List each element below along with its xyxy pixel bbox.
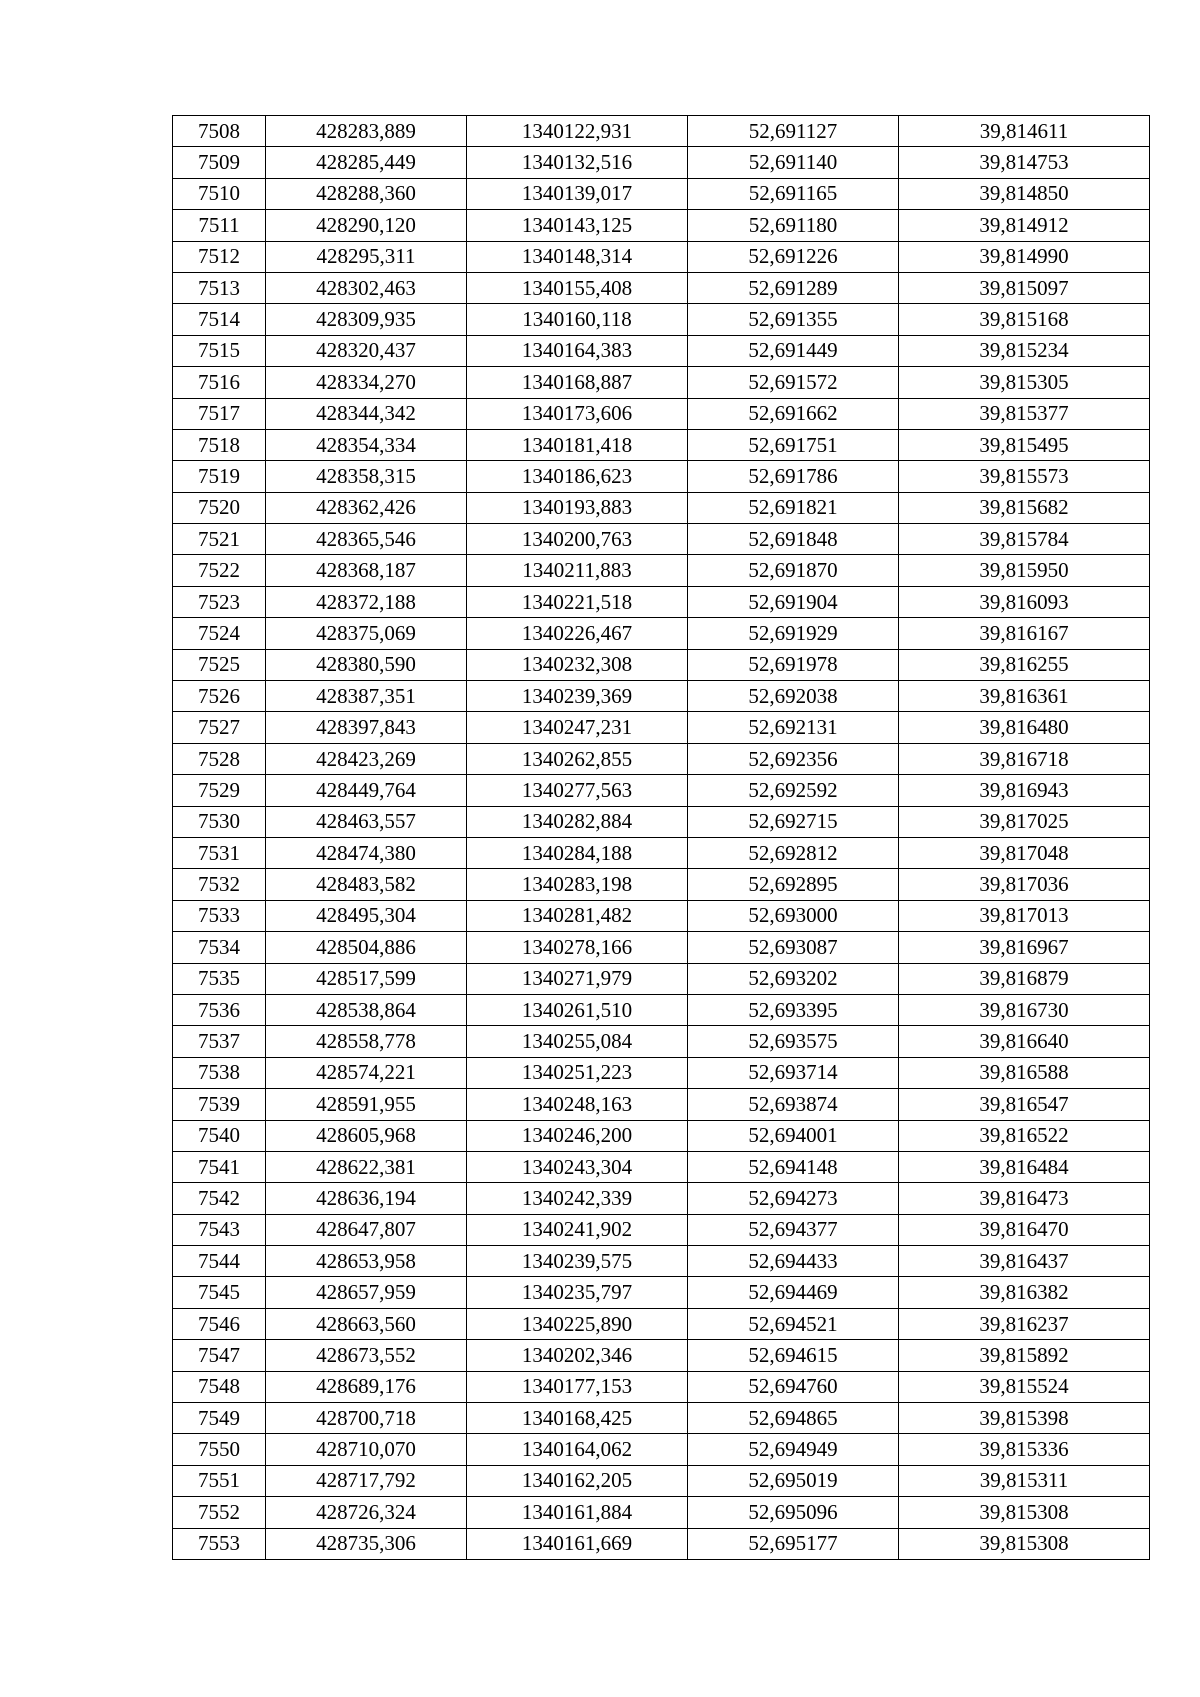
longitude-cell: 39,816361 bbox=[899, 681, 1150, 712]
y-coordinate-cell: 1340211,883 bbox=[467, 555, 688, 586]
table-row bbox=[173, 1120, 1150, 1151]
longitude-cell: 39,817036 bbox=[899, 869, 1150, 900]
latitude-cell: 52,692812 bbox=[688, 837, 899, 868]
longitude-cell: 39,815234 bbox=[899, 335, 1150, 366]
y-coordinate-cell: 1340239,369 bbox=[467, 681, 688, 712]
y-coordinate-cell: 1340122,931 bbox=[467, 116, 688, 147]
y-coordinate-cell: 1340235,797 bbox=[467, 1277, 688, 1308]
point-number-cell: 7527 bbox=[173, 712, 266, 743]
latitude-cell: 52,691929 bbox=[688, 618, 899, 649]
latitude-cell: 52,691226 bbox=[688, 241, 899, 272]
point-number-cell: 7552 bbox=[173, 1497, 266, 1528]
point-number-cell: 7545 bbox=[173, 1277, 266, 1308]
y-coordinate-cell: 1340186,623 bbox=[467, 461, 688, 492]
table-row bbox=[173, 1246, 1150, 1277]
x-coordinate-cell: 428285,449 bbox=[266, 147, 467, 178]
latitude-cell: 52,694615 bbox=[688, 1340, 899, 1371]
latitude-cell: 52,691127 bbox=[688, 116, 899, 147]
x-coordinate-cell: 428463,557 bbox=[266, 806, 467, 837]
latitude-cell: 52,691140 bbox=[688, 147, 899, 178]
longitude-cell: 39,816473 bbox=[899, 1183, 1150, 1214]
y-coordinate-cell: 1340247,231 bbox=[467, 712, 688, 743]
y-coordinate-cell: 1340271,979 bbox=[467, 963, 688, 994]
point-number-cell: 7531 bbox=[173, 837, 266, 868]
longitude-cell: 39,815305 bbox=[899, 367, 1150, 398]
x-coordinate-cell: 428591,955 bbox=[266, 1089, 467, 1120]
longitude-cell: 39,816480 bbox=[899, 712, 1150, 743]
longitude-cell: 39,817013 bbox=[899, 900, 1150, 931]
y-coordinate-cell: 1340161,669 bbox=[467, 1528, 688, 1559]
longitude-cell: 39,816547 bbox=[899, 1089, 1150, 1120]
point-number-cell: 7546 bbox=[173, 1308, 266, 1339]
y-coordinate-cell: 1340168,887 bbox=[467, 367, 688, 398]
point-number-cell: 7510 bbox=[173, 178, 266, 209]
x-coordinate-cell: 428295,311 bbox=[266, 241, 467, 272]
longitude-cell: 39,815398 bbox=[899, 1403, 1150, 1434]
table-row bbox=[173, 994, 1150, 1025]
table-row bbox=[173, 367, 1150, 398]
latitude-cell: 52,694865 bbox=[688, 1403, 899, 1434]
point-number-cell: 7530 bbox=[173, 806, 266, 837]
point-number-cell: 7535 bbox=[173, 963, 266, 994]
latitude-cell: 52,694377 bbox=[688, 1214, 899, 1245]
table-row bbox=[173, 869, 1150, 900]
x-coordinate-cell: 428368,187 bbox=[266, 555, 467, 586]
x-coordinate-cell: 428474,380 bbox=[266, 837, 467, 868]
point-number-cell: 7538 bbox=[173, 1057, 266, 1088]
latitude-cell: 52,693000 bbox=[688, 900, 899, 931]
point-number-cell: 7518 bbox=[173, 429, 266, 460]
latitude-cell: 52,695019 bbox=[688, 1465, 899, 1496]
latitude-cell: 52,691180 bbox=[688, 210, 899, 241]
x-coordinate-cell: 428387,351 bbox=[266, 681, 467, 712]
y-coordinate-cell: 1340246,200 bbox=[467, 1120, 688, 1151]
point-number-cell: 7549 bbox=[173, 1403, 266, 1434]
table-row bbox=[173, 1183, 1150, 1214]
longitude-cell: 39,816167 bbox=[899, 618, 1150, 649]
longitude-cell: 39,815097 bbox=[899, 272, 1150, 303]
point-number-cell: 7541 bbox=[173, 1151, 266, 1182]
latitude-cell: 52,691662 bbox=[688, 398, 899, 429]
y-coordinate-cell: 1340200,763 bbox=[467, 524, 688, 555]
point-number-cell: 7543 bbox=[173, 1214, 266, 1245]
table-row bbox=[173, 492, 1150, 523]
y-coordinate-cell: 1340283,198 bbox=[467, 869, 688, 900]
latitude-cell: 52,693202 bbox=[688, 963, 899, 994]
y-coordinate-cell: 1340168,425 bbox=[467, 1403, 688, 1434]
latitude-cell: 52,691978 bbox=[688, 649, 899, 680]
point-number-cell: 7544 bbox=[173, 1246, 266, 1277]
latitude-cell: 52,694001 bbox=[688, 1120, 899, 1151]
x-coordinate-cell: 428538,864 bbox=[266, 994, 467, 1025]
table-row bbox=[173, 586, 1150, 617]
y-coordinate-cell: 1340282,884 bbox=[467, 806, 688, 837]
y-coordinate-cell: 1340173,606 bbox=[467, 398, 688, 429]
table-row bbox=[173, 210, 1150, 241]
longitude-cell: 39,816470 bbox=[899, 1214, 1150, 1245]
table-row bbox=[173, 900, 1150, 931]
latitude-cell: 52,695177 bbox=[688, 1528, 899, 1559]
longitude-cell: 39,814611 bbox=[899, 116, 1150, 147]
x-coordinate-cell: 428362,426 bbox=[266, 492, 467, 523]
longitude-cell: 39,815308 bbox=[899, 1497, 1150, 1528]
point-number-cell: 7533 bbox=[173, 900, 266, 931]
y-coordinate-cell: 1340139,017 bbox=[467, 178, 688, 209]
x-coordinate-cell: 428710,070 bbox=[266, 1434, 467, 1465]
y-coordinate-cell: 1340143,125 bbox=[467, 210, 688, 241]
point-number-cell: 7550 bbox=[173, 1434, 266, 1465]
x-coordinate-cell: 428717,792 bbox=[266, 1465, 467, 1496]
latitude-cell: 52,691449 bbox=[688, 335, 899, 366]
point-number-cell: 7511 bbox=[173, 210, 266, 241]
point-number-cell: 7513 bbox=[173, 272, 266, 303]
longitude-cell: 39,815495 bbox=[899, 429, 1150, 460]
y-coordinate-cell: 1340160,118 bbox=[467, 304, 688, 335]
table-row bbox=[173, 1371, 1150, 1402]
table-row bbox=[173, 398, 1150, 429]
y-coordinate-cell: 1340262,855 bbox=[467, 743, 688, 774]
y-coordinate-cell: 1340221,518 bbox=[467, 586, 688, 617]
x-coordinate-cell: 428689,176 bbox=[266, 1371, 467, 1402]
x-coordinate-cell: 428302,463 bbox=[266, 272, 467, 303]
x-coordinate-cell: 428504,886 bbox=[266, 932, 467, 963]
coordinates-table bbox=[172, 115, 1150, 1560]
table-row bbox=[173, 963, 1150, 994]
point-number-cell: 7548 bbox=[173, 1371, 266, 1402]
point-number-cell: 7547 bbox=[173, 1340, 266, 1371]
point-number-cell: 7537 bbox=[173, 1026, 266, 1057]
table-row bbox=[173, 304, 1150, 335]
x-coordinate-cell: 428334,270 bbox=[266, 367, 467, 398]
longitude-cell: 39,816730 bbox=[899, 994, 1150, 1025]
point-number-cell: 7534 bbox=[173, 932, 266, 963]
longitude-cell: 39,815311 bbox=[899, 1465, 1150, 1496]
table-row bbox=[173, 1277, 1150, 1308]
y-coordinate-cell: 1340243,304 bbox=[467, 1151, 688, 1182]
point-number-cell: 7512 bbox=[173, 241, 266, 272]
table-row bbox=[173, 116, 1150, 147]
y-coordinate-cell: 1340155,408 bbox=[467, 272, 688, 303]
point-number-cell: 7520 bbox=[173, 492, 266, 523]
latitude-cell: 52,691870 bbox=[688, 555, 899, 586]
y-coordinate-cell: 1340248,163 bbox=[467, 1089, 688, 1120]
latitude-cell: 52,691848 bbox=[688, 524, 899, 555]
coordinates-table-body bbox=[173, 116, 1150, 1560]
point-number-cell: 7536 bbox=[173, 994, 266, 1025]
latitude-cell: 52,692715 bbox=[688, 806, 899, 837]
table-row bbox=[173, 335, 1150, 366]
point-number-cell: 7525 bbox=[173, 649, 266, 680]
longitude-cell: 39,816879 bbox=[899, 963, 1150, 994]
x-coordinate-cell: 428309,935 bbox=[266, 304, 467, 335]
point-number-cell: 7542 bbox=[173, 1183, 266, 1214]
longitude-cell: 39,814912 bbox=[899, 210, 1150, 241]
table-row bbox=[173, 1026, 1150, 1057]
x-coordinate-cell: 428290,120 bbox=[266, 210, 467, 241]
x-coordinate-cell: 428344,342 bbox=[266, 398, 467, 429]
point-number-cell: 7509 bbox=[173, 147, 266, 178]
longitude-cell: 39,815168 bbox=[899, 304, 1150, 335]
x-coordinate-cell: 428636,194 bbox=[266, 1183, 467, 1214]
table-row bbox=[173, 429, 1150, 460]
longitude-cell: 39,816382 bbox=[899, 1277, 1150, 1308]
latitude-cell: 52,691355 bbox=[688, 304, 899, 335]
point-number-cell: 7551 bbox=[173, 1465, 266, 1496]
latitude-cell: 52,694760 bbox=[688, 1371, 899, 1402]
x-coordinate-cell: 428495,304 bbox=[266, 900, 467, 931]
y-coordinate-cell: 1340181,418 bbox=[467, 429, 688, 460]
longitude-cell: 39,817048 bbox=[899, 837, 1150, 868]
y-coordinate-cell: 1340161,884 bbox=[467, 1497, 688, 1528]
point-number-cell: 7528 bbox=[173, 743, 266, 774]
point-number-cell: 7514 bbox=[173, 304, 266, 335]
table-row bbox=[173, 1465, 1150, 1496]
x-coordinate-cell: 428605,968 bbox=[266, 1120, 467, 1151]
latitude-cell: 52,693874 bbox=[688, 1089, 899, 1120]
table-row bbox=[173, 837, 1150, 868]
table-row bbox=[173, 178, 1150, 209]
y-coordinate-cell: 1340251,223 bbox=[467, 1057, 688, 1088]
x-coordinate-cell: 428483,582 bbox=[266, 869, 467, 900]
latitude-cell: 52,693395 bbox=[688, 994, 899, 1025]
x-coordinate-cell: 428700,718 bbox=[266, 1403, 467, 1434]
y-coordinate-cell: 1340193,883 bbox=[467, 492, 688, 523]
latitude-cell: 52,692131 bbox=[688, 712, 899, 743]
longitude-cell: 39,814850 bbox=[899, 178, 1150, 209]
y-coordinate-cell: 1340132,516 bbox=[467, 147, 688, 178]
y-coordinate-cell: 1340164,062 bbox=[467, 1434, 688, 1465]
x-coordinate-cell: 428735,306 bbox=[266, 1528, 467, 1559]
latitude-cell: 52,692895 bbox=[688, 869, 899, 900]
y-coordinate-cell: 1340232,308 bbox=[467, 649, 688, 680]
x-coordinate-cell: 428283,889 bbox=[266, 116, 467, 147]
table-row bbox=[173, 272, 1150, 303]
latitude-cell: 52,691572 bbox=[688, 367, 899, 398]
latitude-cell: 52,694949 bbox=[688, 1434, 899, 1465]
x-coordinate-cell: 428365,546 bbox=[266, 524, 467, 555]
longitude-cell: 39,815573 bbox=[899, 461, 1150, 492]
table-row bbox=[173, 1089, 1150, 1120]
y-coordinate-cell: 1340164,383 bbox=[467, 335, 688, 366]
point-number-cell: 7517 bbox=[173, 398, 266, 429]
point-number-cell: 7553 bbox=[173, 1528, 266, 1559]
table-row bbox=[173, 461, 1150, 492]
y-coordinate-cell: 1340202,346 bbox=[467, 1340, 688, 1371]
y-coordinate-cell: 1340278,166 bbox=[467, 932, 688, 963]
point-number-cell: 7526 bbox=[173, 681, 266, 712]
longitude-cell: 39,815784 bbox=[899, 524, 1150, 555]
longitude-cell: 39,815336 bbox=[899, 1434, 1150, 1465]
table-row bbox=[173, 1214, 1150, 1245]
x-coordinate-cell: 428375,069 bbox=[266, 618, 467, 649]
latitude-cell: 52,693714 bbox=[688, 1057, 899, 1088]
longitude-cell: 39,816943 bbox=[899, 775, 1150, 806]
x-coordinate-cell: 428647,807 bbox=[266, 1214, 467, 1245]
latitude-cell: 52,691751 bbox=[688, 429, 899, 460]
x-coordinate-cell: 428558,778 bbox=[266, 1026, 467, 1057]
x-coordinate-cell: 428397,843 bbox=[266, 712, 467, 743]
table-row bbox=[173, 241, 1150, 272]
table-row bbox=[173, 681, 1150, 712]
longitude-cell: 39,816967 bbox=[899, 932, 1150, 963]
longitude-cell: 39,816093 bbox=[899, 586, 1150, 617]
point-number-cell: 7529 bbox=[173, 775, 266, 806]
longitude-cell: 39,814990 bbox=[899, 241, 1150, 272]
x-coordinate-cell: 428663,560 bbox=[266, 1308, 467, 1339]
latitude-cell: 52,692038 bbox=[688, 681, 899, 712]
longitude-cell: 39,815308 bbox=[899, 1528, 1150, 1559]
latitude-cell: 52,694273 bbox=[688, 1183, 899, 1214]
y-coordinate-cell: 1340281,482 bbox=[467, 900, 688, 931]
point-number-cell: 7523 bbox=[173, 586, 266, 617]
y-coordinate-cell: 1340177,153 bbox=[467, 1371, 688, 1402]
table-row bbox=[173, 743, 1150, 774]
latitude-cell: 52,691289 bbox=[688, 272, 899, 303]
x-coordinate-cell: 428288,360 bbox=[266, 178, 467, 209]
longitude-cell: 39,816484 bbox=[899, 1151, 1150, 1182]
x-coordinate-cell: 428449,764 bbox=[266, 775, 467, 806]
table-row bbox=[173, 649, 1150, 680]
point-number-cell: 7524 bbox=[173, 618, 266, 649]
latitude-cell: 52,692356 bbox=[688, 743, 899, 774]
table-row bbox=[173, 524, 1150, 555]
longitude-cell: 39,816437 bbox=[899, 1246, 1150, 1277]
table-row bbox=[173, 1434, 1150, 1465]
point-number-cell: 7540 bbox=[173, 1120, 266, 1151]
table-row bbox=[173, 1057, 1150, 1088]
latitude-cell: 52,694148 bbox=[688, 1151, 899, 1182]
x-coordinate-cell: 428372,188 bbox=[266, 586, 467, 617]
latitude-cell: 52,694433 bbox=[688, 1246, 899, 1277]
point-number-cell: 7508 bbox=[173, 116, 266, 147]
x-coordinate-cell: 428622,381 bbox=[266, 1151, 467, 1182]
x-coordinate-cell: 428320,437 bbox=[266, 335, 467, 366]
x-coordinate-cell: 428358,315 bbox=[266, 461, 467, 492]
longitude-cell: 39,817025 bbox=[899, 806, 1150, 837]
x-coordinate-cell: 428673,552 bbox=[266, 1340, 467, 1371]
point-number-cell: 7532 bbox=[173, 869, 266, 900]
x-coordinate-cell: 428657,959 bbox=[266, 1277, 467, 1308]
x-coordinate-cell: 428380,590 bbox=[266, 649, 467, 680]
table-row bbox=[173, 147, 1150, 178]
table-row bbox=[173, 1528, 1150, 1559]
table-row bbox=[173, 806, 1150, 837]
latitude-cell: 52,695096 bbox=[688, 1497, 899, 1528]
y-coordinate-cell: 1340225,890 bbox=[467, 1308, 688, 1339]
latitude-cell: 52,691904 bbox=[688, 586, 899, 617]
y-coordinate-cell: 1340239,575 bbox=[467, 1246, 688, 1277]
longitude-cell: 39,815377 bbox=[899, 398, 1150, 429]
table-row bbox=[173, 1497, 1150, 1528]
point-number-cell: 7519 bbox=[173, 461, 266, 492]
table-row bbox=[173, 1340, 1150, 1371]
latitude-cell: 52,693575 bbox=[688, 1026, 899, 1057]
table-row bbox=[173, 775, 1150, 806]
longitude-cell: 39,815950 bbox=[899, 555, 1150, 586]
y-coordinate-cell: 1340226,467 bbox=[467, 618, 688, 649]
latitude-cell: 52,691786 bbox=[688, 461, 899, 492]
x-coordinate-cell: 428653,958 bbox=[266, 1246, 467, 1277]
x-coordinate-cell: 428423,269 bbox=[266, 743, 467, 774]
latitude-cell: 52,693087 bbox=[688, 932, 899, 963]
y-coordinate-cell: 1340277,563 bbox=[467, 775, 688, 806]
x-coordinate-cell: 428726,324 bbox=[266, 1497, 467, 1528]
table-row bbox=[173, 712, 1150, 743]
point-number-cell: 7521 bbox=[173, 524, 266, 555]
table-row bbox=[173, 555, 1150, 586]
table-row bbox=[173, 932, 1150, 963]
point-number-cell: 7522 bbox=[173, 555, 266, 586]
longitude-cell: 39,816237 bbox=[899, 1308, 1150, 1339]
y-coordinate-cell: 1340162,205 bbox=[467, 1465, 688, 1496]
table-row bbox=[173, 618, 1150, 649]
y-coordinate-cell: 1340261,510 bbox=[467, 994, 688, 1025]
latitude-cell: 52,691165 bbox=[688, 178, 899, 209]
x-coordinate-cell: 428517,599 bbox=[266, 963, 467, 994]
longitude-cell: 39,816718 bbox=[899, 743, 1150, 774]
latitude-cell: 52,691821 bbox=[688, 492, 899, 523]
table-row bbox=[173, 1403, 1150, 1434]
longitude-cell: 39,816640 bbox=[899, 1026, 1150, 1057]
latitude-cell: 52,694469 bbox=[688, 1277, 899, 1308]
point-number-cell: 7515 bbox=[173, 335, 266, 366]
longitude-cell: 39,815682 bbox=[899, 492, 1150, 523]
point-number-cell: 7516 bbox=[173, 367, 266, 398]
y-coordinate-cell: 1340148,314 bbox=[467, 241, 688, 272]
longitude-cell: 39,815892 bbox=[899, 1340, 1150, 1371]
longitude-cell: 39,815524 bbox=[899, 1371, 1150, 1402]
longitude-cell: 39,816588 bbox=[899, 1057, 1150, 1088]
latitude-cell: 52,692592 bbox=[688, 775, 899, 806]
y-coordinate-cell: 1340241,902 bbox=[467, 1214, 688, 1245]
x-coordinate-cell: 428574,221 bbox=[266, 1057, 467, 1088]
table-row bbox=[173, 1151, 1150, 1182]
table-row bbox=[173, 1308, 1150, 1339]
y-coordinate-cell: 1340284,188 bbox=[467, 837, 688, 868]
y-coordinate-cell: 1340255,084 bbox=[467, 1026, 688, 1057]
y-coordinate-cell: 1340242,339 bbox=[467, 1183, 688, 1214]
x-coordinate-cell: 428354,334 bbox=[266, 429, 467, 460]
longitude-cell: 39,816522 bbox=[899, 1120, 1150, 1151]
point-number-cell: 7539 bbox=[173, 1089, 266, 1120]
latitude-cell: 52,694521 bbox=[688, 1308, 899, 1339]
longitude-cell: 39,816255 bbox=[899, 649, 1150, 680]
longitude-cell: 39,814753 bbox=[899, 147, 1150, 178]
